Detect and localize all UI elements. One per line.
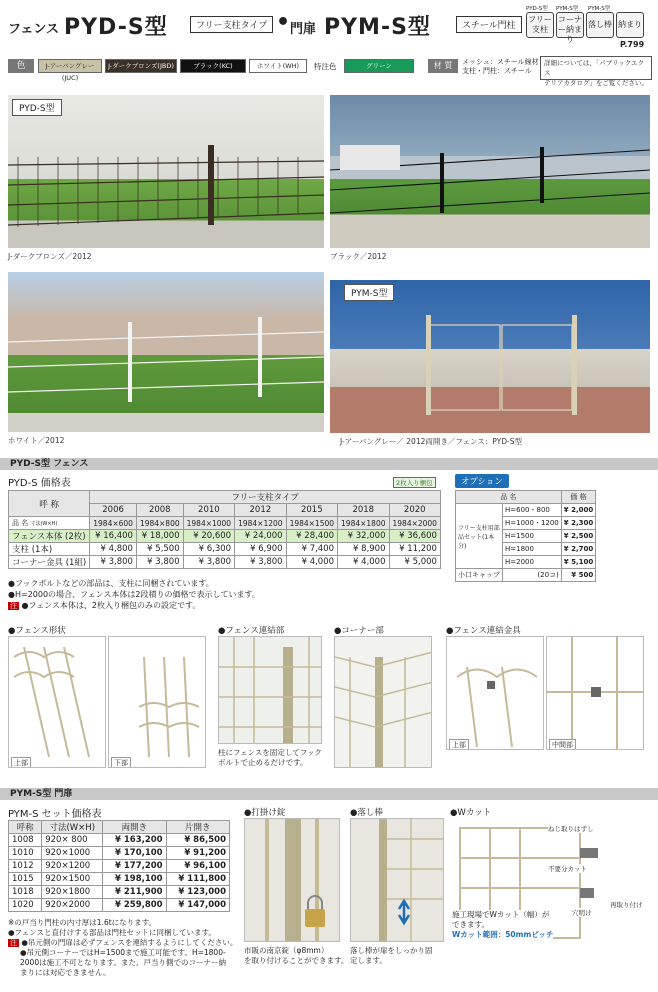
fence-illustration: [330, 95, 650, 248]
gate-size: 920×1500: [42, 873, 103, 886]
gate-code: 1015: [9, 873, 42, 886]
detail-shape-bottom: [108, 636, 206, 768]
drop-rod-illustration: [351, 819, 444, 942]
option-item-name: H=1000・1200: [503, 517, 562, 530]
special-color-label: 特注色: [314, 62, 337, 71]
color-label-text: 色: [16, 61, 26, 71]
cut-title: ●Wカット: [450, 808, 492, 818]
label-bottom: 下部: [111, 757, 131, 768]
price-cell: ¥ 11,200: [389, 543, 440, 556]
gate-size: 920×1800: [42, 886, 103, 899]
cut-note-line: できます。: [452, 920, 489, 929]
price-cell: ¥ 36,600: [389, 530, 440, 543]
label-middle: 中間部: [549, 739, 576, 750]
fence-illustration: [8, 95, 324, 248]
header: [8, 6, 648, 49]
row-name: フェンス本体 (2枚): [9, 530, 90, 543]
detail-corner-title: ●コーナー部: [334, 626, 384, 636]
code-cell: 2020: [389, 504, 440, 517]
fence-section-bar: PYD-S型 フェンス: [0, 458, 658, 470]
material-text: [462, 58, 539, 76]
gate-code: 1018: [9, 886, 42, 899]
gate-double: ¥ 177,200: [103, 860, 166, 873]
price-cell: ¥ 8,900: [338, 543, 389, 556]
price-cell: ¥ 5,000: [389, 556, 440, 569]
detail-hardware-top: [446, 636, 544, 750]
code-cell: 2018: [338, 504, 389, 517]
size-cell: 1984×2000: [389, 517, 440, 530]
option-title: オプション: [455, 474, 509, 488]
color-chip-green: グリーン: [344, 59, 414, 73]
page-ref: P.799: [620, 40, 645, 49]
gate-col-call: 呼称: [9, 821, 42, 834]
option-table: [455, 490, 596, 582]
option-item-price: ¥ 2,000: [561, 504, 595, 517]
code-cell: 2015: [286, 504, 337, 517]
option-cap-qty: (20コ): [503, 569, 562, 582]
feature-pill-free-post: フリー支柱: [526, 12, 554, 38]
rod-note-line: 定します。: [350, 956, 387, 965]
call-label: 呼 称: [9, 491, 90, 517]
gate-single: ¥ 123,000: [166, 886, 229, 899]
color-chip-dark-bronze: J-ダークブロンズ(JBD): [105, 59, 177, 73]
gate-note-1: ※の戸当り門柱の内寸厚は1.6tになります。: [8, 918, 157, 927]
option-item-price: ¥ 2,500: [561, 530, 595, 543]
fence-caution-note: ●フェンス本体は、2枚入り梱包のみの設定です。: [21, 601, 201, 610]
price-cell: ¥ 3,800: [183, 556, 234, 569]
size-cell: 1984×800: [136, 517, 183, 530]
price-cell: ¥ 5,500: [136, 543, 183, 556]
fence-type-box: フリー支柱タイプ: [190, 16, 273, 33]
detail-shape-top: [8, 636, 106, 768]
cut-note: [452, 910, 553, 940]
tiny-tag-2: PYM-S型: [556, 6, 579, 12]
code-cell: 2008: [136, 504, 183, 517]
detail-joint-title: ●フェンス連結部: [218, 626, 285, 636]
tiny-tag-1: PYD-S型: [526, 6, 548, 12]
price-cell: ¥ 18,000: [136, 530, 183, 543]
gate-note-2: ●フェンスと直付けする部品は門柱セットに同梱しています。: [8, 928, 216, 937]
gate-section-bar: PYM-S型 門扉: [0, 788, 658, 800]
name-label: 品 名: [12, 519, 29, 527]
gate-price-title: PYM-S セット価格表: [8, 809, 102, 820]
color-chip-white: ホワイト(WH): [249, 59, 307, 73]
option-item-name: H=1800: [503, 543, 562, 556]
joint-note: 柱にフェンスを固定してフックボルトで止めるだけです。: [218, 748, 322, 767]
pack-note: 2枚入り梱包: [393, 477, 436, 488]
fence-price-title: PYD-S 価格表: [8, 478, 71, 489]
gate-single: ¥ 86,500: [166, 834, 229, 847]
option-item-name: H=2000: [503, 556, 562, 569]
fence-notes: [8, 578, 260, 612]
gate-col-single: 片開き: [166, 821, 229, 834]
material-label-text: 材 質: [433, 61, 453, 70]
price-cell: ¥ 20,600: [183, 530, 234, 543]
option-col-price: 価 格: [561, 491, 595, 504]
row-name: 支柱 (1本): [9, 543, 90, 556]
tiny-tag-3: PYM-S型: [588, 6, 611, 12]
price-cell: ¥ 16,400: [90, 530, 137, 543]
padlock-illustration: [245, 819, 340, 942]
hardware-illustration: [447, 637, 544, 750]
gate-caution-line: 2000は施工不可となります。また、戸当り側でのコーナー納: [20, 958, 226, 967]
fence-model: PYD-S型: [64, 15, 168, 40]
lock-note-line: を取り付けることができます。: [244, 956, 349, 965]
fence-caution-line: [8, 600, 260, 612]
option-cap-price: ¥ 500: [561, 569, 595, 582]
gate-code: 1008: [9, 834, 42, 847]
hardware-illustration: [547, 637, 644, 750]
lock-note-line: 市販の南京錠（φ8mm）: [244, 946, 329, 955]
gate-model: PYM-S型: [324, 15, 431, 40]
fence-illustration: [8, 272, 324, 432]
gate-illustration: [330, 280, 650, 433]
price-cell: ¥ 32,000: [338, 530, 389, 543]
option-item-price: ¥ 5,100: [561, 556, 595, 569]
cut-label-1: ねじ取りはずし: [548, 825, 594, 833]
corner-illustration: [335, 637, 432, 768]
sub-header: フリー支柱タイプ: [90, 491, 441, 504]
gate-double: ¥ 211,900: [103, 886, 166, 899]
detail-hardware-middle: [546, 636, 644, 750]
post-illustration: [219, 637, 322, 744]
lock-image: [244, 818, 340, 942]
fence-label: フェンス: [8, 22, 59, 37]
price-cell: ¥ 6,300: [183, 543, 234, 556]
lock-title: ●打掛け錠: [244, 808, 286, 818]
caution-badge: 注: [10, 602, 17, 610]
option-cap-name: 小口キャップ: [456, 569, 503, 582]
gate-size: 920×1200: [42, 860, 103, 873]
cut-label-3: 穴明け: [572, 909, 592, 917]
option-item-price: ¥ 2,700: [561, 543, 595, 556]
gate-double: ¥ 170,100: [103, 847, 166, 860]
gate-size: 920×2000: [42, 899, 103, 912]
color-row: [8, 58, 652, 87]
fence-note-1: ●フックボルトなどの部品は、支柱に同梱されています。: [8, 579, 214, 588]
gate-label: 門扉: [290, 22, 317, 37]
color-label: [8, 59, 34, 73]
gate-caution-1: [8, 938, 238, 948]
option-group-label: フリー支柱用部品セット(1本分): [456, 504, 503, 569]
gate-price-table: [8, 820, 230, 912]
size-cell: 1984×600: [90, 517, 137, 530]
gate-single: ¥ 91,200: [166, 847, 229, 860]
option-item-name: H=1500: [503, 530, 562, 543]
price-cell: ¥ 4,800: [90, 543, 137, 556]
gate-col-double: 両開き: [103, 821, 166, 834]
code-cell: 2012: [235, 504, 286, 517]
photo-caption-2: ブラック／2012: [330, 252, 387, 261]
price-cell: ¥ 3,800: [90, 556, 137, 569]
info-box: [540, 56, 652, 87]
gate-size: 920×1000: [42, 847, 103, 860]
gate-caution-line: ●吊元側コーナーではH=1500まで施工可能です。H=1800-: [20, 948, 226, 957]
rod-note-line: 落し棒が扉をしっかり固: [350, 946, 433, 955]
fence-price-table: [8, 490, 441, 569]
rod-image: [350, 818, 444, 942]
gate-code: 1010: [9, 847, 42, 860]
code-cell: 2006: [90, 504, 137, 517]
fence-note-2: ●H=2000の場合、フェンス本体は2段積りの価格で表示しています。: [8, 590, 260, 599]
size-cell: 1984×1000: [183, 517, 234, 530]
gate-notes: [8, 918, 238, 978]
photo-dark-bronze: [8, 95, 324, 248]
photo-caption-3: ホワイト／2012: [8, 436, 65, 445]
gate-single: ¥ 111,800: [166, 873, 229, 886]
detail-hardware-title: ●フェンス連結金具: [446, 626, 521, 636]
material-line-2: 支柱・門柱：スチール: [462, 67, 532, 75]
rod-title: ●落し棒: [350, 808, 383, 818]
feature-pill-fit: 納まり: [616, 12, 644, 38]
label-top-2: 上部: [449, 739, 469, 750]
gate-code: 1020: [9, 899, 42, 912]
option-item-name: H=600・800: [503, 504, 562, 517]
cut-label-4: 再取り付け: [610, 901, 643, 909]
detail-shape-title: ●フェンス形状: [8, 626, 66, 636]
photo-tag-pym: PYM-S型: [344, 284, 394, 301]
size-cell: 1984×1500: [286, 517, 337, 530]
option-item-price: ¥ 2,300: [561, 517, 595, 530]
rod-note: [350, 946, 433, 966]
gate-double: ¥ 259,800: [103, 899, 166, 912]
gate-single: ¥ 96,100: [166, 860, 229, 873]
size-cell: 1984×1800: [338, 517, 389, 530]
feature-pill-corner: コーナー納まり: [556, 12, 584, 38]
price-cell: ¥ 4,000: [286, 556, 337, 569]
photo-caption-4: J-アーバングレー／ 2012両開き／フェンス：PYD-S型: [340, 437, 522, 446]
gate-double: ¥ 198,100: [103, 873, 166, 886]
color-chip-black: ブラック(KC): [180, 59, 246, 73]
info-line-2: テリアカタログ」をご覧ください。: [544, 79, 648, 87]
feature-pill-drop-rod: 落し棒: [586, 12, 614, 38]
caution-badge: 注: [10, 939, 17, 947]
price-cell: ¥ 6,900: [235, 543, 286, 556]
size-cell: 1984×1200: [235, 517, 286, 530]
option-col-name: 品 名: [456, 491, 562, 504]
price-cell: ¥ 7,400: [286, 543, 337, 556]
gate-size: 920× 800: [42, 834, 103, 847]
mesh-illustration: [109, 637, 206, 768]
gate-caution-line: ●吊元側の門扉は必ずフェンスを連結するようにしてください。: [21, 938, 238, 947]
code-cell: 2010: [183, 504, 234, 517]
detail-joint-image: [218, 636, 322, 744]
name-label-cell: [9, 517, 90, 530]
gate-caution-line: まりには対応できません。: [20, 968, 111, 977]
price-cell: ¥ 28,400: [286, 530, 337, 543]
price-cell: ¥ 3,800: [136, 556, 183, 569]
gate-code: 1012: [9, 860, 42, 873]
gate-col-size: 寸法(W×H): [42, 821, 103, 834]
photo-tag-pyd: PYD-S型: [12, 99, 62, 116]
price-cell: ¥ 24,000: [235, 530, 286, 543]
cut-label-2: 不要分カット: [548, 865, 587, 873]
material-label: [428, 59, 458, 73]
size-label: 寸法(W×H): [30, 521, 58, 527]
info-line-1: 詳細については、「パブリックエクス: [544, 59, 644, 77]
cut-range: Wカット範囲：50mmピッチ: [452, 930, 554, 939]
cut-note-line: 施工現場でWカット（幅）が: [452, 910, 550, 919]
price-cell: ¥ 3,800: [235, 556, 286, 569]
material-line-1: メッシュ：スチール線材: [462, 58, 539, 66]
lock-note: [244, 946, 348, 966]
mesh-illustration: [9, 637, 106, 768]
header-dot: •: [276, 10, 292, 35]
photo-white: [8, 272, 324, 432]
detail-corner-image: [334, 636, 432, 768]
gate-single: ¥ 147,000: [166, 899, 229, 912]
label-top: 上部: [11, 757, 31, 768]
photo-black: [330, 95, 650, 248]
photo-urban-gray-gate: [330, 280, 650, 433]
gate-double: ¥ 163,200: [103, 834, 166, 847]
photo-caption-1: J-ダークブロンズ／2012: [8, 252, 92, 261]
row-name: コーナー金具 (1組): [9, 556, 90, 569]
gate-type-box: スチール門柱: [456, 16, 522, 33]
color-chip-urban-gray: J-アーバングレー(JUC): [38, 59, 102, 73]
price-cell: ¥ 4,000: [338, 556, 389, 569]
